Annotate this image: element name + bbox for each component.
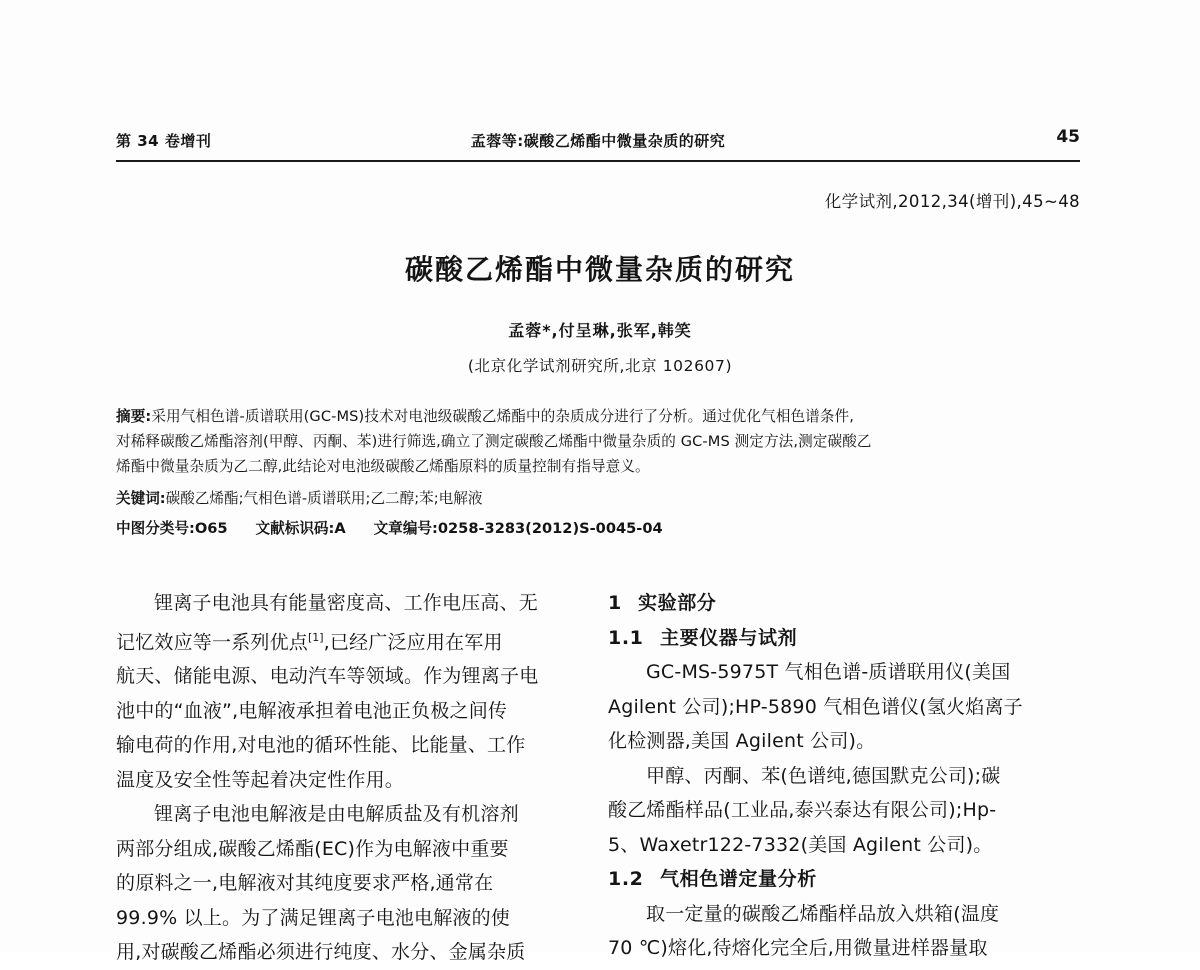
- keywords-value: 碳酸乙烯酯;气相色谱-质谱联用;乙二醇;苯;电解液: [165, 490, 483, 507]
- abstract-block: [116, 404, 1082, 541]
- paragraph-line: 输电荷的作用,对电池的循环性能、比能量、工作: [116, 734, 526, 757]
- keywords-line: [116, 486, 1082, 511]
- paragraph-text: ,已经广泛应用在军用: [323, 630, 503, 653]
- section-title: 实验部分: [638, 592, 717, 614]
- paragraph-line: 两部分组成,碳酸乙烯酯(EC)作为电解液中重要: [116, 837, 509, 860]
- header-rule: [116, 160, 1080, 162]
- paragraph-line: 航天、储能电源、电动汽车等领域。作为锂离子电: [116, 665, 539, 688]
- section-heading-1: [608, 586, 1080, 621]
- paragraph-line: 5、Waxetr122-7332(美国 Agilent 公司)。: [608, 833, 993, 856]
- paragraph-line: 99.9% 以上。为了满足锂离子电池电解液的使: [116, 906, 510, 929]
- section-number: 1.2: [608, 868, 644, 890]
- abstract-text-1: 采用气相色谱-质谱联用(GC-MS)技术对电池级碳酸乙烯酯中的杂质成分进行了分析。通过优化气相色谱条件,: [151, 408, 854, 425]
- doc-code-value: A: [334, 520, 346, 537]
- paragraph-line: [116, 621, 588, 660]
- article-id-value: 0258-3283(2012)S-0045-04: [437, 520, 663, 537]
- paragraph-line: 温度及安全性等起着决定性作用。: [116, 768, 405, 791]
- classification-line: [116, 516, 1082, 541]
- keywords-label: 关键词:: [116, 490, 166, 507]
- paragraph-line: 取一定量的碳酸乙烯酯样品放入烘箱(温度: [646, 902, 1000, 925]
- abstract-line-2: 对稀释碳酸乙烯酯溶剂(甲醇、丙酮、苯)进行筛选,确立了测定碳酸乙烯酯中微量杂质的 GC-MS 测定方法,测定碳酸乙: [116, 433, 872, 450]
- page-title: 碳酸乙烯酯中微量杂质的研究: [404, 253, 795, 286]
- section-heading-1-2: [608, 862, 1080, 897]
- paragraph-line: Agilent 公司);HP-5890 气相色谱仪(氢火焰离子: [608, 695, 1023, 718]
- body-column-left: [116, 586, 588, 970]
- article-id-label: 文章编号:: [373, 520, 438, 537]
- abstract-line-3: 烯酯中微量杂质为乙二醇,此结论对电池级碳酸乙烯酯原料的质量控制有指导意义。: [116, 458, 650, 475]
- paragraph-line: 锂离子电池电解液是由电解质盐及有机溶剂: [154, 803, 519, 826]
- paragraph-text: 记忆效应等一系列优点: [116, 630, 309, 653]
- paragraph-line: 用,对碳酸乙烯酯必须进行纯度、水分、金属杂质: [116, 941, 526, 964]
- journal-citation: 化学试剂,2012,34(增刊),45~48: [824, 192, 1080, 211]
- reference-marker: [1]: [308, 630, 324, 644]
- clc-value: O65: [194, 520, 228, 537]
- paragraph-line: 化检测器,美国 Agilent 公司)。: [608, 730, 876, 752]
- section-title: 气相色谱定量分析: [660, 868, 817, 890]
- paragraph-line: 池中的“血液”,电解液承担着电池正负极之间传: [116, 699, 508, 722]
- running-head: [116, 127, 1080, 156]
- paragraph-line: 的原料之一,电解液对其纯度要求严格,通常在: [116, 872, 494, 895]
- paragraph-line: 锂离子电池具有能量密度高、工作电压高、无: [154, 592, 539, 614]
- author-list: 孟蓉*,付呈琳,张军,韩笑: [508, 321, 692, 340]
- body-column-right: [608, 586, 1080, 966]
- section-number: 1: [608, 592, 622, 614]
- section-heading-1-1: [608, 621, 1080, 656]
- paragraph-line: 甲醇、丙酮、苯(色谱纯,德国默克公司);碳: [646, 764, 1001, 787]
- abstract-line-1: [116, 404, 1082, 429]
- running-head-title: 孟蓉等:碳酸乙烯酯中微量杂质的研究: [470, 132, 726, 150]
- paragraph-line: 70 ℃)熔化,待熔化完全后,用微量进样器量取: [608, 937, 988, 959]
- clc-label: 中图分类号:: [116, 520, 195, 537]
- paragraph-line: 酸乙烯酯样品(工业品,泰兴泰达有限公司);Hp-: [608, 799, 997, 821]
- running-head-volume: 第 34 卷增刊: [116, 132, 212, 150]
- abstract-label: 摘要:: [116, 408, 152, 425]
- paragraph-line: GC-MS-5975T 气相色谱-质谱联用仪(美国: [646, 661, 1011, 683]
- affiliation: (北京化学试剂研究所,北京 102607): [467, 357, 733, 375]
- doc-code-label: 文献标识码:: [255, 520, 335, 537]
- section-title: 主要仪器与试剂: [660, 626, 798, 649]
- section-number: 1.1: [608, 626, 644, 649]
- page-number: 45: [1056, 127, 1080, 147]
